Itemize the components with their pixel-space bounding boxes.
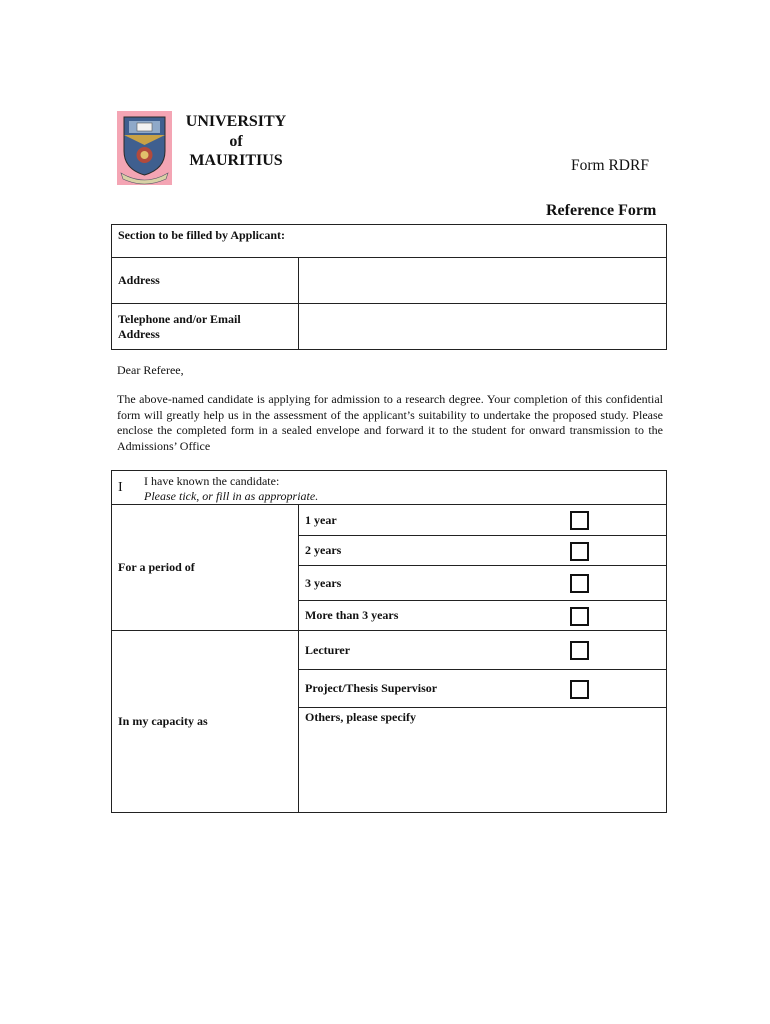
period-label: For a period of	[112, 505, 299, 631]
checkbox-more-than-3-years[interactable]	[570, 607, 589, 626]
period-option-label: 2 years	[305, 543, 342, 557]
period-option-1-year[interactable]	[299, 505, 667, 536]
period-option-label: More than 3 years	[305, 608, 399, 622]
others-specify-field[interactable]	[299, 708, 667, 813]
period-option-3-years[interactable]	[299, 566, 667, 601]
letter-greeting: Dear Referee,	[117, 363, 184, 377]
checkbox-supervisor[interactable]	[570, 680, 589, 699]
university-name	[180, 112, 292, 171]
applicant-section-heading: Section to be filled by Applicant:	[112, 225, 667, 258]
contact-label	[112, 304, 299, 350]
known-question: I have known the candidate:	[144, 474, 280, 488]
university-name-line-1: UNIVERSITY	[185, 113, 287, 130]
address-label: Address	[112, 258, 299, 304]
university-name-line-2: of	[229, 132, 243, 150]
capacity-option-supervisor[interactable]	[299, 670, 667, 708]
checkbox-2-years[interactable]	[570, 542, 589, 561]
capacity-option-label: Project/Thesis Supervisor	[305, 681, 438, 695]
section-number: I	[118, 480, 123, 495]
university-crest	[117, 111, 172, 185]
letter-body: The above-named candidate is applying for admission to a research degree. Your completion of this confidential form will greatly help us in the assessment of the applicant’s suitability to undertake the proposed study. Please enclose the completed form in a sealed envelope and forward it to the student for onward transmission to the Admissions’ Office	[117, 392, 663, 453]
capacity-label: In my capacity as	[112, 631, 299, 813]
address-field[interactable]	[299, 258, 667, 304]
period-option-2-years[interactable]	[299, 536, 667, 566]
checkbox-lecturer[interactable]	[570, 641, 589, 660]
contact-label-line-1: Telephone and/or Email	[118, 311, 241, 326]
period-option-label: 3 years	[305, 575, 342, 590]
checkbox-1-year[interactable]	[570, 511, 589, 530]
period-option-label: 1 year	[305, 512, 337, 527]
known-candidate-table	[111, 470, 667, 813]
known-instruction: Please tick, or fill in as appropriate.	[144, 489, 319, 503]
contact-field[interactable]	[299, 304, 667, 350]
checkbox-3-years[interactable]	[570, 574, 589, 593]
form-title: Reference Form	[546, 202, 657, 219]
capacity-option-lecturer[interactable]	[299, 631, 667, 670]
contact-label-line-2: Address	[118, 326, 160, 341]
capacity-option-label: Lecturer	[305, 642, 351, 657]
known-text	[144, 471, 318, 504]
known-section-header	[112, 471, 667, 505]
others-specify-label: Others, please specify	[305, 710, 416, 724]
university-name-line-3: MAURITIUS	[189, 152, 283, 169]
form-code: Form RDRF	[571, 157, 649, 174]
applicant-section-table	[111, 224, 667, 350]
period-option-more-than-3-years[interactable]	[299, 601, 667, 631]
